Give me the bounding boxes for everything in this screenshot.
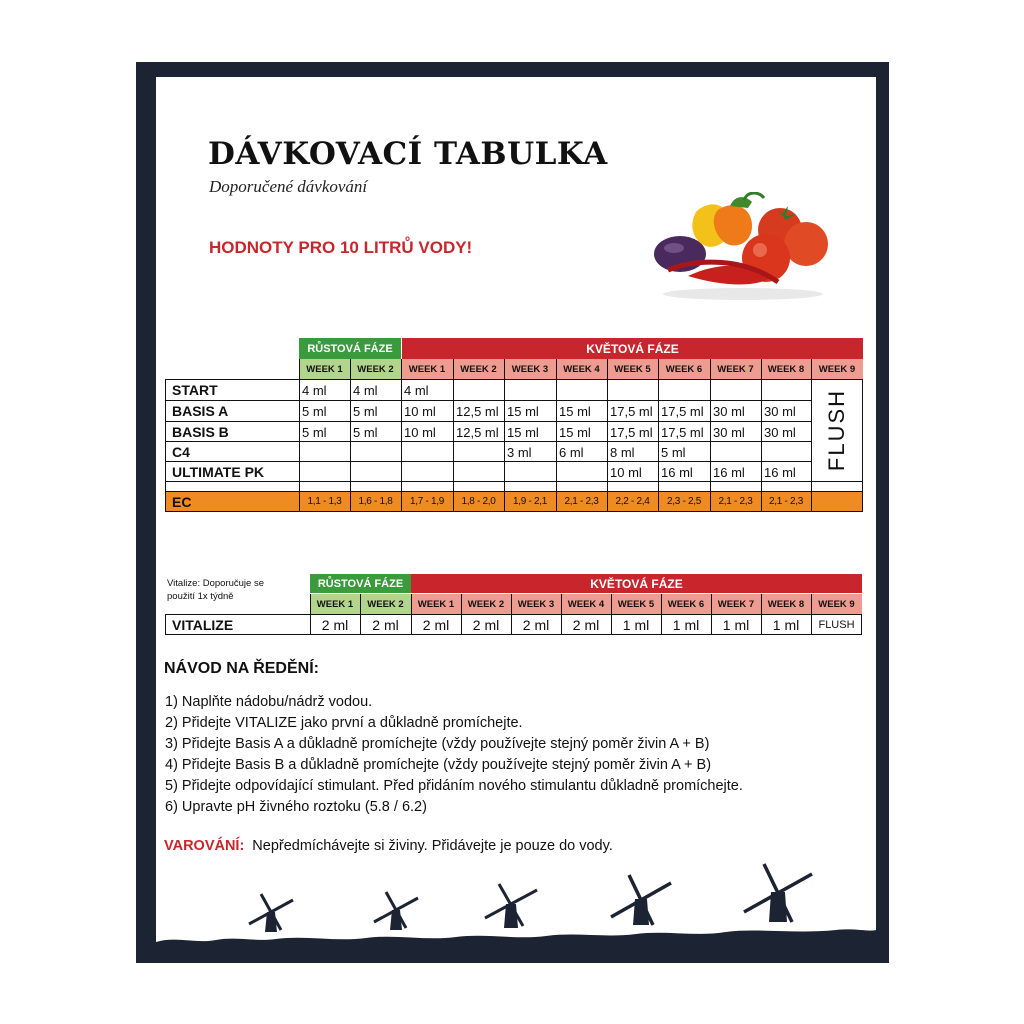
- dose-cell: [401, 462, 453, 482]
- vitalize-week-header: WEEK 6: [667, 598, 705, 610]
- dose-cell: 4 ml: [353, 382, 378, 398]
- dose-cell: 17,5 ml: [610, 403, 653, 419]
- row-label: C4: [172, 444, 190, 460]
- dose-cell: 6 ml: [559, 444, 584, 460]
- dose-cell: 5 ml: [661, 444, 686, 460]
- vitalize-week-header: WEEK 2: [467, 598, 505, 610]
- vitalize-cell: 2 ml: [372, 617, 399, 633]
- dose-cell: 4 ml: [404, 382, 429, 398]
- ec-cell: 1,7 - 1,9: [410, 496, 444, 507]
- dose-cell: [453, 380, 504, 400]
- instructions-list: [165, 692, 855, 818]
- ec-cell: 1,9 - 2,1: [513, 496, 547, 507]
- vitalize-growth-header: RŮSTOVÁ FÁZE: [317, 577, 404, 590]
- vitalize-week-header: WEEK 2: [367, 598, 404, 610]
- dose-cell: [299, 462, 350, 482]
- vitalize-week-header: WEEK 5: [617, 598, 655, 610]
- dose-cell: 10 ml: [404, 424, 436, 440]
- week-header: WEEK 9: [818, 363, 856, 375]
- vitalize-cell: 1 ml: [622, 617, 650, 633]
- page-subtitle: Doporučené dávkování: [209, 177, 368, 196]
- dose-cell: 30 ml: [764, 424, 796, 440]
- vitalize-cell: 2 ml: [572, 617, 600, 633]
- vitalize-week-header: WEEK 7: [717, 598, 755, 610]
- week-header: WEEK 6: [665, 363, 703, 375]
- instruction-step: 6) Upravte pH živného roztoku (5.8 / 6.2): [165, 799, 427, 815]
- vitalize-cell: 1 ml: [722, 617, 750, 633]
- instruction-step: 2) Přidejte VITALIZE jako první a důkladně promíchejte.: [165, 715, 523, 731]
- dose-cell: [453, 462, 504, 482]
- dose-cell: 17,5 ml: [610, 424, 653, 440]
- instruction-step: 4) Přidejte Basis B a důkladně promíchejte (vždy používejte stejný poměr živin A + B): [165, 757, 712, 773]
- vitalize-cell: 1 ml: [672, 617, 700, 633]
- ec-cell: 1,1 - 1,3: [307, 496, 342, 507]
- vitalize-cell: 2 ml: [522, 617, 550, 633]
- dose-cell: [453, 442, 504, 462]
- ec-cell: 2,1 - 2,3: [564, 496, 599, 507]
- ec-cell: 2,1 - 2,3: [769, 496, 803, 507]
- row-label: ULTIMATE PK: [172, 464, 265, 480]
- row-label: START: [172, 382, 218, 398]
- week-header: WEEK 2: [460, 363, 497, 375]
- dose-cell: [504, 380, 556, 400]
- vitalize-week-header: WEEK 9: [818, 598, 855, 610]
- week-header: WEEK 8: [767, 363, 805, 375]
- dose-cell: 30 ml: [764, 403, 796, 419]
- vitalize-cell: 2 ml: [472, 617, 500, 633]
- week-header: WEEK 1: [408, 363, 446, 375]
- dose-cell: 10 ml: [610, 464, 642, 480]
- vitalize-week-header: WEEK 1: [316, 598, 354, 610]
- row-label: BASIS A: [172, 403, 229, 419]
- dose-cell: [710, 380, 761, 400]
- instructions-heading: NÁVOD NA ŘEDĚNÍ:: [164, 660, 319, 677]
- vitalize-label: VITALIZE: [172, 617, 234, 633]
- instruction-step: 3) Přidejte Basis A a důkladně promíchejte (vždy používejte stejný poměr živin A + B): [165, 736, 710, 752]
- dose-cell: 5 ml: [302, 424, 327, 440]
- vitalize-cell: 1 ml: [772, 617, 800, 633]
- ec-cell: 2,1 - 2,3: [718, 496, 753, 507]
- dose-cell: 17,5 ml: [661, 403, 704, 419]
- week-header: WEEK 7: [717, 363, 754, 375]
- warning: [164, 838, 613, 854]
- dose-cell: [761, 380, 811, 400]
- dose-cell: 17,5 ml: [661, 424, 704, 440]
- dose-cell: 16 ml: [764, 464, 796, 480]
- dose-cell: [299, 442, 350, 462]
- instruction-step: 1) Naplňte nádobu/nádrž vodou.: [165, 694, 373, 710]
- dose-cell: 30 ml: [713, 403, 745, 419]
- dose-cell: 15 ml: [507, 403, 539, 419]
- growth-phase-header: RŮSTOVÁ FÁZE: [307, 342, 393, 355]
- vitalize-cell: 2 ml: [321, 617, 349, 633]
- dose-cell: [350, 442, 401, 462]
- bloom-phase-header: KVĚTOVÁ FÁZE: [586, 341, 679, 356]
- dose-cell: [401, 442, 453, 462]
- dose-cell: 10 ml: [404, 403, 436, 419]
- week-header: WEEK 1: [306, 363, 343, 375]
- week-header: WEEK 4: [563, 363, 600, 375]
- dose-cell: 12,5 ml: [456, 403, 499, 419]
- warning-text: Nepředmíchávejte si živiny. Přidávejte je pouze do vody.: [252, 838, 613, 854]
- ec-cell: 1,6 - 1,8: [358, 496, 393, 507]
- vitalize-week-header: WEEK 8: [767, 598, 805, 610]
- ec-cell: 2,3 - 2,5: [667, 496, 701, 507]
- dose-cell: 5 ml: [302, 403, 327, 419]
- windmill-icon: [156, 860, 876, 963]
- dose-cell: [658, 380, 710, 400]
- vitalize-week-header: WEEK 1: [417, 598, 455, 610]
- ec-cell: [811, 491, 863, 512]
- dose-cell: 4 ml: [302, 382, 327, 398]
- dose-cell: 5 ml: [353, 403, 378, 419]
- notice-text: HODNOTY PRO 10 LITRŮ VODY!: [209, 238, 473, 257]
- dose-cell: [710, 442, 761, 462]
- page-title: DÁVKOVACÍ TABULKA: [208, 136, 608, 172]
- vitalize-cell: FLUSH: [818, 619, 855, 631]
- dose-cell: 15 ml: [559, 403, 591, 419]
- dose-cell: [350, 462, 401, 482]
- dose-cell: [556, 380, 607, 400]
- dose-cell: [556, 462, 607, 482]
- vegetables-icon: [648, 192, 838, 302]
- week-header: WEEK 5: [614, 363, 651, 375]
- warning-label: VAROVÁNÍ:: [164, 838, 245, 854]
- ec-cell: 1,8 - 2,0: [461, 496, 496, 507]
- ec-cell: 2,2 - 2,4: [615, 496, 650, 507]
- dose-cell: [761, 442, 811, 462]
- vitalize-bloom-header: KVĚTOVÁ FÁZE: [590, 576, 683, 591]
- ec-label: EC: [172, 493, 192, 510]
- dose-cell: 15 ml: [507, 424, 539, 440]
- row-label: BASIS B: [172, 424, 229, 440]
- vitalize-week-header: WEEK 4: [567, 598, 605, 610]
- dose-cell: [504, 462, 556, 482]
- dose-cell: [607, 380, 658, 400]
- week-header: WEEK 2: [357, 363, 394, 375]
- dose-cell: 3 ml: [507, 444, 532, 460]
- dose-cell: 8 ml: [610, 444, 635, 460]
- instruction-step: 5) Přidejte odpovídající stimulant. Před přidáním nového stimulantu důkladně promíchejte.: [165, 778, 743, 794]
- flush-label: FLUSH: [824, 388, 850, 472]
- vitalize-cell: 2 ml: [422, 617, 450, 633]
- dose-cell: 16 ml: [661, 464, 693, 480]
- week-header: WEEK 3: [511, 363, 549, 375]
- vitalize-note: Vitalize: Doporučuje se použití 1x týdně: [167, 578, 264, 602]
- dose-cell: 15 ml: [559, 424, 591, 440]
- dose-cell: 16 ml: [713, 464, 745, 480]
- dose-cell: 5 ml: [353, 424, 378, 440]
- vitalize-week-header: WEEK 3: [517, 598, 555, 610]
- dose-cell: 12,5 ml: [456, 424, 499, 440]
- dose-cell: 30 ml: [713, 424, 745, 440]
